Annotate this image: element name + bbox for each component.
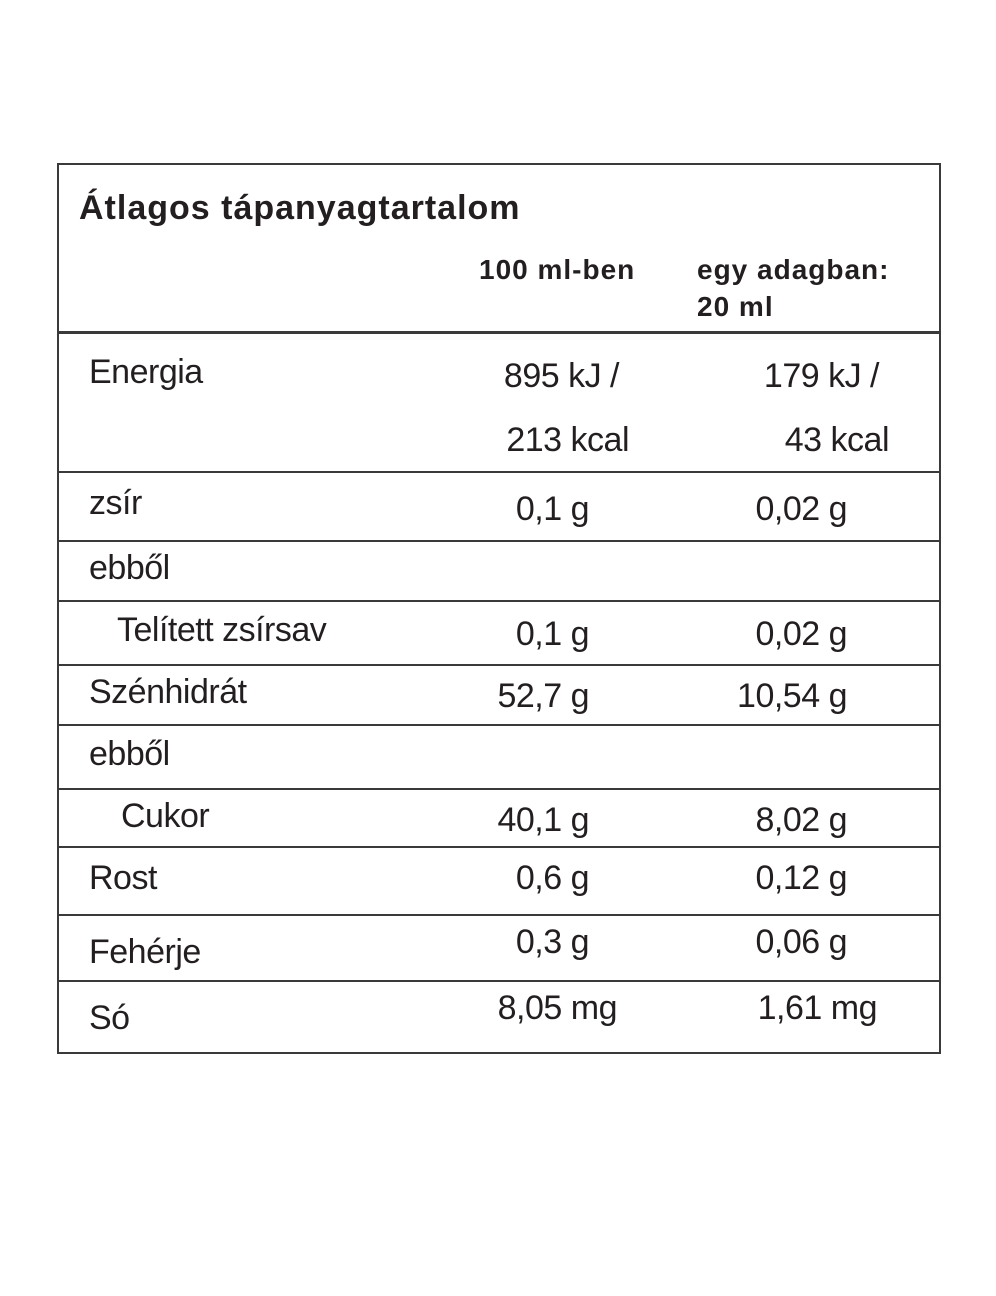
column-header-per-serving bbox=[697, 251, 889, 325]
value-per-100ml: 40,1 g bbox=[497, 801, 589, 839]
column-header-per-100ml: 100 ml-ben bbox=[479, 254, 636, 285]
table-row bbox=[59, 542, 939, 602]
value-per-serving: 0,02 g bbox=[755, 490, 847, 528]
value-per-100ml: 0,6 g bbox=[515, 859, 589, 897]
row-label: ebből bbox=[89, 735, 170, 773]
nutrition-table bbox=[57, 163, 941, 1054]
value-per-serving: 0,02 g bbox=[755, 615, 847, 653]
row-label: Telített zsírsav bbox=[117, 611, 327, 649]
table-row bbox=[59, 916, 939, 982]
value-per-100ml: 52,7 g bbox=[497, 677, 589, 715]
table-header bbox=[59, 165, 939, 334]
row-label: Cukor bbox=[121, 797, 210, 835]
row-label: Energia bbox=[89, 353, 203, 391]
row-label: Fehérje bbox=[89, 933, 201, 971]
row-label: Szénhidrát bbox=[89, 673, 247, 711]
value-per-100ml-kcal: 213 kcal bbox=[506, 421, 629, 459]
row-label: zsír bbox=[89, 484, 142, 522]
table-row bbox=[59, 726, 939, 790]
table-row bbox=[59, 848, 939, 916]
table-row bbox=[59, 982, 939, 1052]
value-per-100ml: 8,05 mg bbox=[497, 989, 617, 1027]
table-title: Átlagos tápanyagtartalom bbox=[79, 189, 521, 227]
table-row bbox=[59, 334, 939, 473]
value-per-100ml: 0,3 g bbox=[515, 923, 589, 961]
value-per-serving: 179 kJ / bbox=[763, 357, 879, 395]
value-per-serving: 0,12 g bbox=[755, 859, 847, 897]
value-per-serving: 1,61 mg bbox=[757, 989, 877, 1027]
table-row bbox=[59, 790, 939, 848]
row-label: ebből bbox=[89, 549, 170, 587]
value-per-100ml: 0,1 g bbox=[515, 490, 589, 528]
column-header-per-serving-line2: 20 ml bbox=[697, 291, 774, 322]
value-per-serving: 10,54 g bbox=[737, 677, 847, 715]
row-label: Só bbox=[89, 999, 130, 1037]
table-row bbox=[59, 473, 939, 542]
value-per-serving: 8,02 g bbox=[755, 801, 847, 839]
value-per-serving-kcal: 43 kcal bbox=[784, 421, 889, 459]
column-header-per-serving-line1: egy adagban: bbox=[697, 254, 890, 285]
table-row bbox=[59, 666, 939, 726]
row-label: Rost bbox=[89, 859, 157, 897]
value-per-100ml: 895 kJ / bbox=[503, 357, 619, 395]
value-per-serving: 0,06 g bbox=[755, 923, 847, 961]
table-row bbox=[59, 602, 939, 666]
value-per-100ml: 0,1 g bbox=[515, 615, 589, 653]
